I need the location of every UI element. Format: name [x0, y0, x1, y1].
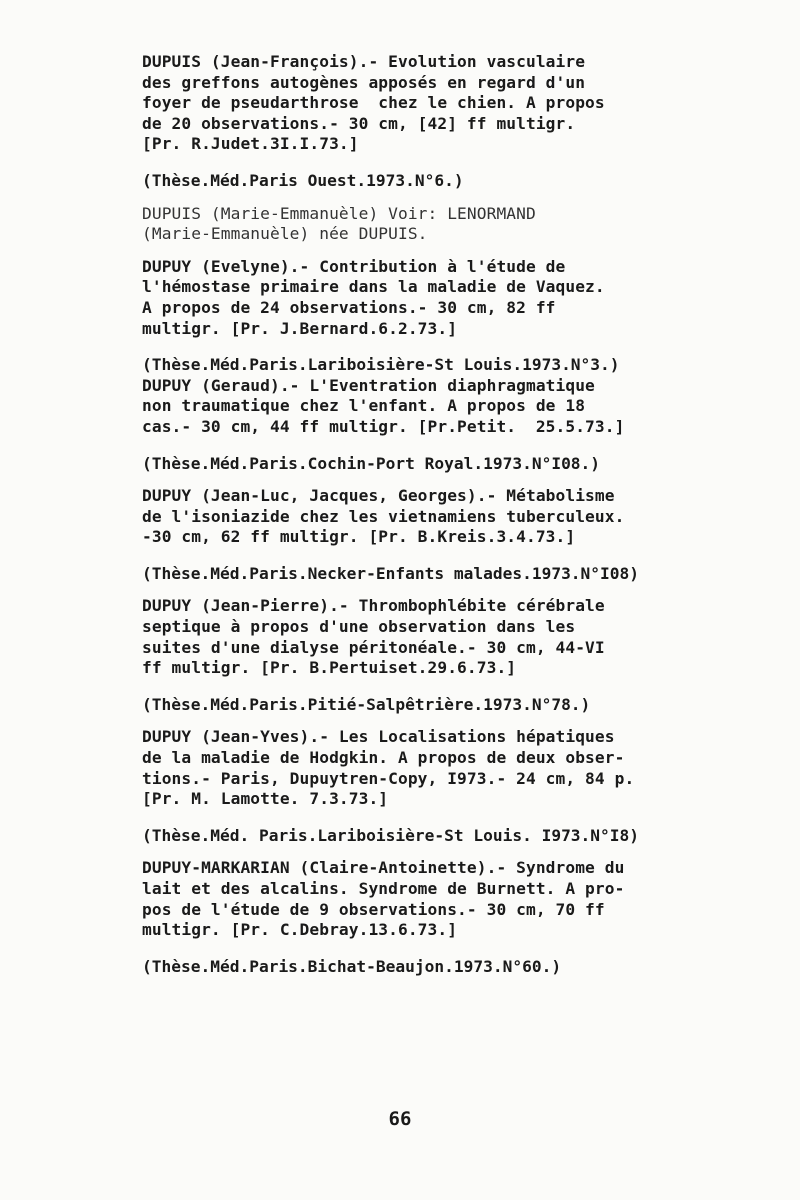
entry-line: foyer de pseudarthrose chez le chien. A propos	[142, 93, 605, 113]
entry-line: A propos de 24 observations.- 30 cm, 82 ff	[142, 297, 556, 317]
entry-line: (Marie-Emmanuèle) née DUPUIS.	[142, 224, 428, 244]
entry-line: lait et des alcalins. Syndrome de Burnett. A pro-	[142, 879, 625, 898]
thesis-reference: (Thèse.Méd.Paris Ouest.1973.N°6.)	[142, 170, 464, 190]
entry-line: suites d'une dialyse péritonéale.- 30 cm, 44-VI	[142, 637, 605, 657]
entry-line: de 20 observations.- 30 cm, [42] ff multigr.	[142, 113, 576, 133]
entry-line: tions.- Paris, Dupuytren-Copy, I973.- 24 cm, 84 p.	[142, 768, 635, 788]
entry-line: non traumatique chez l'enfant. A propos de 18	[142, 396, 586, 416]
entry-line: DUPUY (Evelyne).- Contribution à l'étude de	[142, 256, 566, 276]
entry-line: cas.- 30 cm, 44 ff multigr. [Pr.Petit. 25.5.73.]	[142, 416, 625, 436]
entry-line: [Pr. M. Lamotte. 7.3.73.]	[142, 789, 389, 809]
entry-line: DUPUIS (Marie-Emmanuèle) Voir: LENORMAND	[142, 203, 536, 223]
thesis-reference: (Thèse.Méd. Paris.Lariboisière-St Louis. I973.N°I8)	[142, 825, 640, 845]
entry-line: multigr. [Pr. J.Bernard.6.2.73.]	[142, 318, 458, 338]
thesis-reference: (Thèse.Méd.Paris.Bichat-Beaujon.1973.N°60.)	[142, 956, 562, 976]
thesis-reference: (Thèse.Méd.Paris.Cochin-Port Royal.1973.N°I08.)	[142, 453, 601, 473]
cross-reference-entry	[142, 204, 702, 245]
bibliography-entry	[142, 596, 702, 715]
bibliography-entry	[142, 858, 702, 977]
thesis-reference: (Thèse.Méd.Paris.Pitié-Salpêtrière.1973.N°78.)	[142, 694, 591, 714]
thesis-reference: (Thèse.Méd.Paris.Necker-Enfants malades.1973.N°I08)	[142, 563, 640, 583]
entry-line: de la maladie de Hodgkin. A propos de deux obser-	[142, 748, 625, 768]
thesis-reference: (Thèse.Méd.Paris.Lariboisière-St Louis.1973.N°3.)	[142, 355, 620, 375]
entry-line: septique à propos d'une observation dans les	[142, 617, 576, 637]
entry-line: l'hémostase primaire dans la maladie de Vaquez.	[142, 277, 605, 297]
entry-line: [Pr. R.Judet.3I.I.73.]	[142, 134, 359, 154]
entry-line: DUPUY (Jean-Yves).- Les Localisations hépatiques	[142, 727, 615, 747]
entry-line: DUPUY (Jean-Luc, Jacques, Georges).- Métabolisme	[142, 486, 615, 506]
entry-line: multigr. [Pr. C.Debray.13.6.73.]	[142, 920, 458, 940]
entry-line: pos de l'étude de 9 observations.- 30 cm, 70 ff	[142, 899, 605, 919]
bibliography-entry	[142, 52, 702, 192]
entry-line: DUPUIS (Jean-François).- Evolution vasculaire	[142, 52, 586, 71]
bibliography-entry	[142, 486, 702, 584]
bibliography-entry	[142, 376, 702, 474]
bibliography-list	[142, 52, 702, 977]
page-number: 66	[388, 1108, 412, 1130]
bibliography-entry	[142, 727, 702, 846]
bibliography-entry	[142, 257, 702, 376]
entry-line: ff multigr. [Pr. B.Pertuiset.29.6.73.]	[142, 658, 517, 678]
entry-line: DUPUY-MARKARIAN (Claire-Antoinette).- Syndrome du	[142, 858, 625, 878]
entry-line: DUPUY (Geraud).- L'Eventration diaphragmatique	[142, 375, 595, 395]
entry-line: -30 cm, 62 ff multigr. [Pr. B.Kreis.3.4.73.]	[142, 527, 576, 547]
entry-line: des greffons autogènes apposés en regard d'un	[142, 72, 586, 92]
entry-line: de l'isoniazide chez les vietnamiens tuberculeux.	[142, 506, 625, 526]
entry-line: DUPUY (Jean-Pierre).- Thrombophlébite cérébrale	[142, 596, 605, 616]
